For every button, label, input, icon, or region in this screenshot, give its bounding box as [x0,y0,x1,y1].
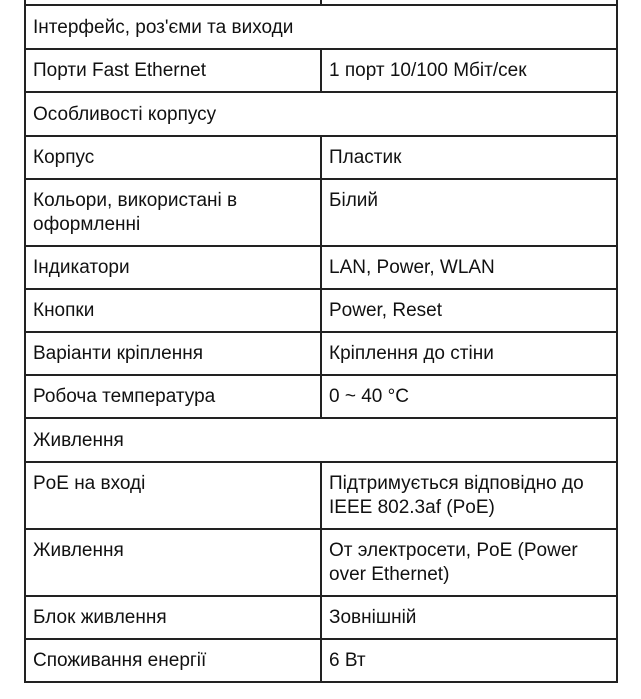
table-row [25,529,617,596]
table-row [25,136,617,179]
table-row [25,246,617,289]
table-row [25,332,617,375]
spec-value: Power, Reset [321,289,617,332]
spec-name: Варіанти кріплення [25,332,321,375]
spec-table [24,0,618,683]
spec-name: Споживання енергії [25,639,321,682]
table-row [25,289,617,332]
spec-value: Білий [321,179,617,246]
spec-name: Блок живлення [25,596,321,639]
spec-value: Зовнішній [321,596,617,639]
spec-name: PoE на вході [25,462,321,529]
spec-value: 1 порт 10/100 Мбіт/сек [321,49,617,92]
spec-value: LAN, Power, WLAN [321,246,617,289]
spec-name: Індикатори [25,246,321,289]
table-row [25,179,617,246]
table-row [25,375,617,418]
spec-name: Порти Fast Ethernet [25,49,321,92]
spec-value: Пластик [321,136,617,179]
spec-name: Кнопки [25,289,321,332]
table-row [25,596,617,639]
table-row [25,639,617,682]
section-row [25,418,617,462]
section-heading: Особливості корпусу [25,92,617,136]
spec-name: Живлення [25,529,321,596]
spec-value: От электросети, PoE (Power over Ethernet) [321,529,617,596]
section-row [25,92,617,136]
spec-value: Підтримується відповідно до IEEE 802.3af (PoE) [321,462,617,529]
section-heading: Живлення [25,418,617,462]
table-row [25,49,617,92]
table-row [25,462,617,529]
spec-name: Корпус [25,136,321,179]
spec-value: 0 ~ 40 °C [321,375,617,418]
spec-name: Кольори, використані в оформленні [25,179,321,246]
section-heading: Інтерфейс, роз'єми та виходи [25,5,617,49]
spec-table-body [25,0,617,682]
spec-value: Кріплення до стіни [321,332,617,375]
section-row [25,5,617,49]
spec-name: Робоча температура [25,375,321,418]
spec-value: 6 Вт [321,639,617,682]
